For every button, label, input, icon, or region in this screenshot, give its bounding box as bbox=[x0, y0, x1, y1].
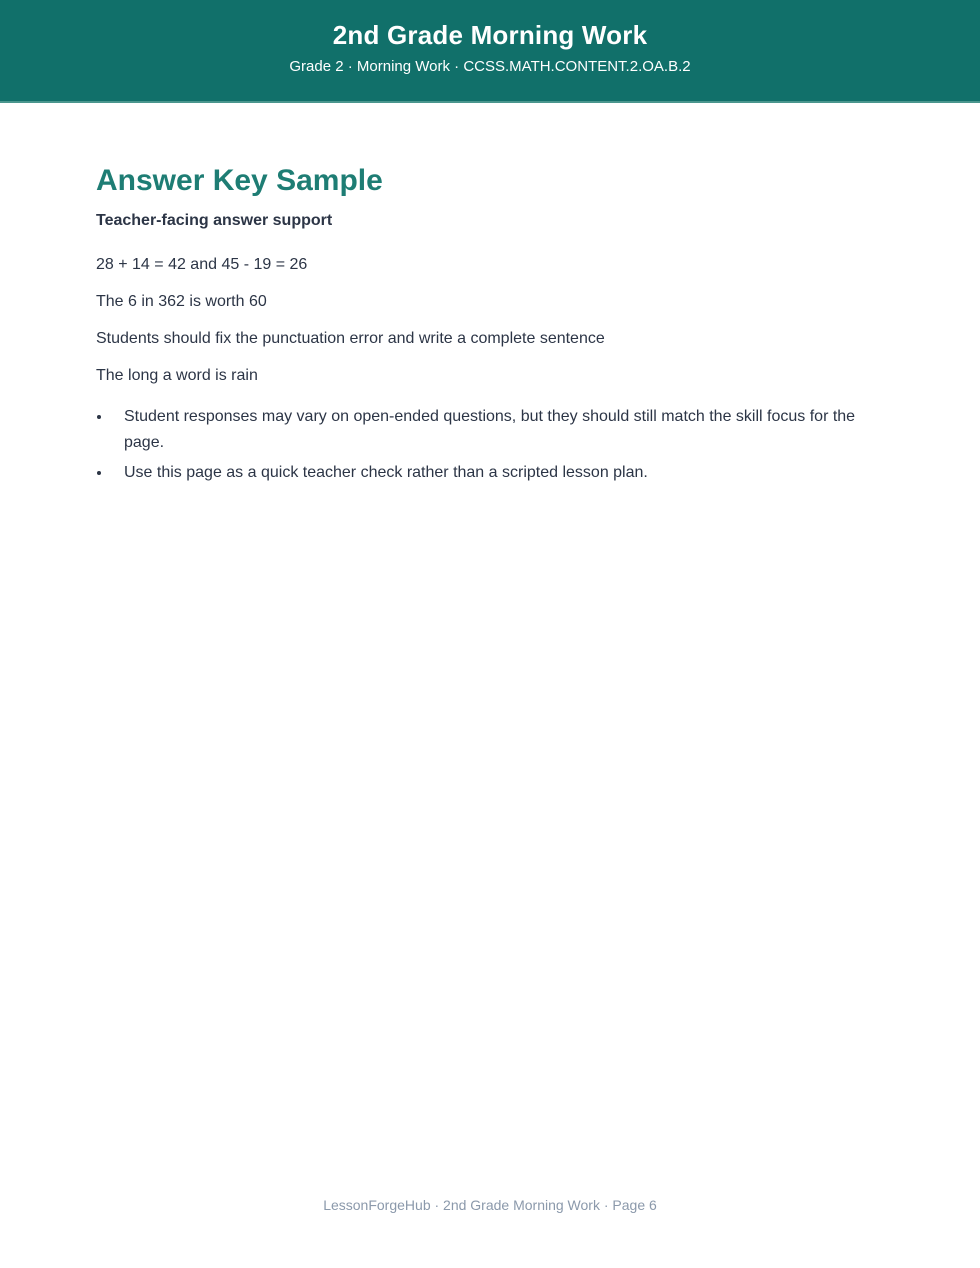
document-header bbox=[0, 0, 980, 103]
note-text: Student responses may vary on open-ended questions, but they should still match the skill focus for the page. bbox=[124, 408, 856, 451]
page-content bbox=[0, 103, 980, 486]
bullet-icon bbox=[97, 471, 101, 475]
note-text: Use this page as a quick teacher check rather than a scripted lesson plan. bbox=[124, 464, 648, 481]
teacher-notes-list bbox=[96, 404, 868, 486]
page-footer: LessonForgeHub · 2nd Grade Morning Work · Page 6 bbox=[323, 1197, 657, 1213]
bullet-icon bbox=[97, 415, 101, 419]
answer-line-phonics: The long a word is rain bbox=[96, 367, 258, 384]
document-subtitle: Grade 2 · Morning Work · CCSS.MATH.CONTENT.2.OA.B.2 bbox=[289, 58, 691, 75]
section-subheading: Teacher-facing answer support bbox=[96, 212, 333, 229]
answer-line-place-value: The 6 in 362 is worth 60 bbox=[96, 293, 267, 310]
answer-line-math: 28 + 14 = 42 and 45 - 19 = 26 bbox=[96, 256, 308, 273]
note-item bbox=[96, 404, 868, 456]
section-heading: Answer Key Sample bbox=[96, 164, 383, 197]
document-title: 2nd Grade Morning Work bbox=[332, 20, 648, 50]
answer-line-punctuation: Students should fix the punctuation error and write a complete sentence bbox=[96, 330, 605, 347]
note-item bbox=[96, 460, 868, 486]
